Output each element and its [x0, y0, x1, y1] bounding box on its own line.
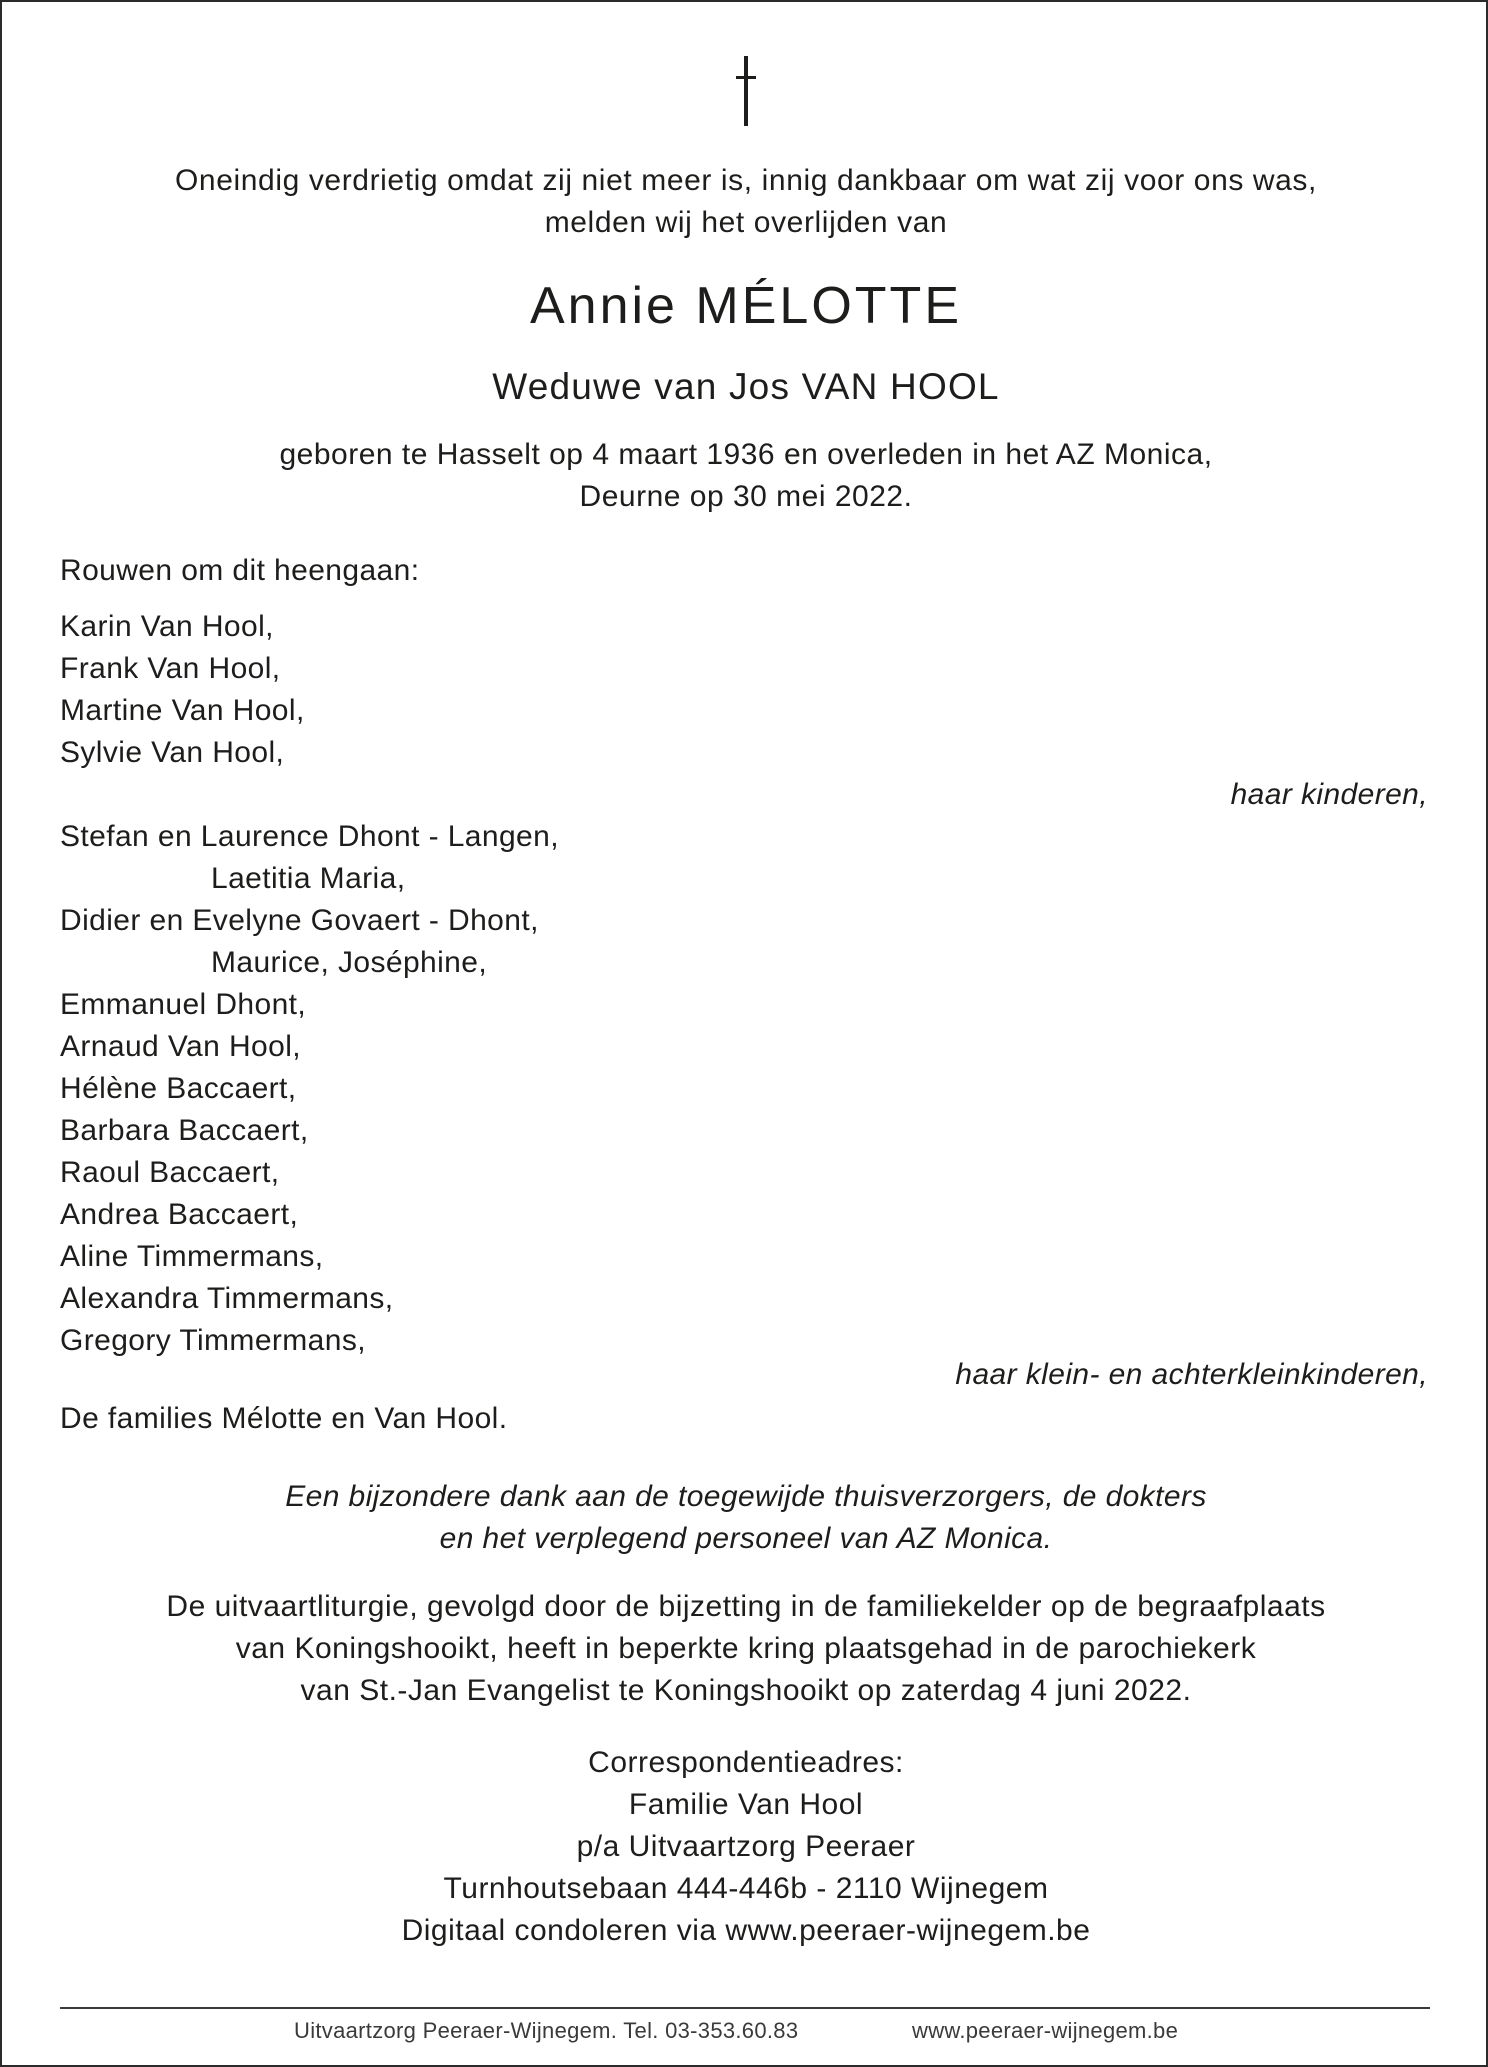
list-item: Karin Van Hool,: [60, 610, 274, 643]
list-item: Emmanuel Dhont,: [60, 988, 307, 1021]
funeral-info: De uitvaartliturgie, gevolgd door de bijzetting in de familiekelder op de begraafplaats van Koningshooikt, heeft in beperkte kring plaatsgehad in de parochiekerk van St.-Jan Evangelist te Koningshooikt op zaterdag 4 juni 2022.: [166, 1590, 1326, 1707]
intro-text: Oneindig verdrietig omdat zij niet meer is, innig dankbaar om wat zij voor ons was, melden wij het overlijden van: [175, 164, 1317, 239]
footer-website-link[interactable]: www.peeraer-wijnegem.be: [912, 2018, 1179, 2043]
list-item: Arnaud Van Hool,: [60, 1030, 301, 1063]
widow-of: Weduwe van Jos VAN HOOL: [492, 366, 1000, 407]
birth-death-info: geboren te Hasselt op 4 maart 1936 en overleden in het AZ Monica, Deurne op 30 mei 2022.: [279, 438, 1213, 513]
latin-cross-icon: [736, 56, 756, 126]
list-item: Maurice, Joséphine,: [211, 946, 488, 979]
list-item: Martine Van Hool,: [60, 694, 305, 727]
mourners-intro: Rouwen om dit heengaan:: [60, 554, 420, 587]
list-item: Aline Timmermans,: [60, 1240, 324, 1273]
list-item: Gregory Timmermans,: [60, 1324, 366, 1357]
deceased-name: Annie MÉLOTTE: [529, 277, 963, 335]
list-item: Didier en Evelyne Govaert - Dhont,: [60, 904, 539, 937]
list-item: Sylvie Van Hool,: [60, 736, 285, 769]
list-item: Laetitia Maria,: [211, 862, 406, 895]
list-item: Barbara Baccaert,: [60, 1114, 309, 1147]
families-line: De families Mélotte en Van Hool.: [60, 1402, 508, 1435]
grandchildren-relation: haar klein- en achterkleinkinderen,: [955, 1358, 1428, 1391]
list-item: Frank Van Hool,: [60, 652, 281, 685]
correspondence-address: Correspondentieadres: Familie Van Hool p/a Uitvaartzorg Peeraer Turnhoutsebaan 444-446b - 2110 Wijnegem Digitaal condoleren via www.peeraer-wijnegem.be: [401, 1746, 1091, 1947]
list-item: Alexandra Timmermans,: [60, 1282, 394, 1315]
footer-company: Uitvaartzorg Peeraer-Wijnegem. Tel. 03-353.60.83: [294, 2018, 799, 2043]
list-item: Raoul Baccaert,: [60, 1156, 280, 1189]
list-item: Hélène Baccaert,: [60, 1072, 297, 1105]
list-item: Andrea Baccaert,: [60, 1198, 299, 1231]
children-relation: haar kinderen,: [1230, 778, 1428, 811]
footer-divider: [60, 2007, 1430, 2009]
list-item: Stefan en Laurence Dhont - Langen,: [60, 820, 559, 853]
children-list: [60, 606, 305, 774]
grandchildren-list: [60, 816, 559, 1362]
thanks-text: Een bijzondere dank aan de toegewijde thuisverzorgers, de dokters en het verplegend personeel van AZ Monica.: [285, 1480, 1207, 1555]
